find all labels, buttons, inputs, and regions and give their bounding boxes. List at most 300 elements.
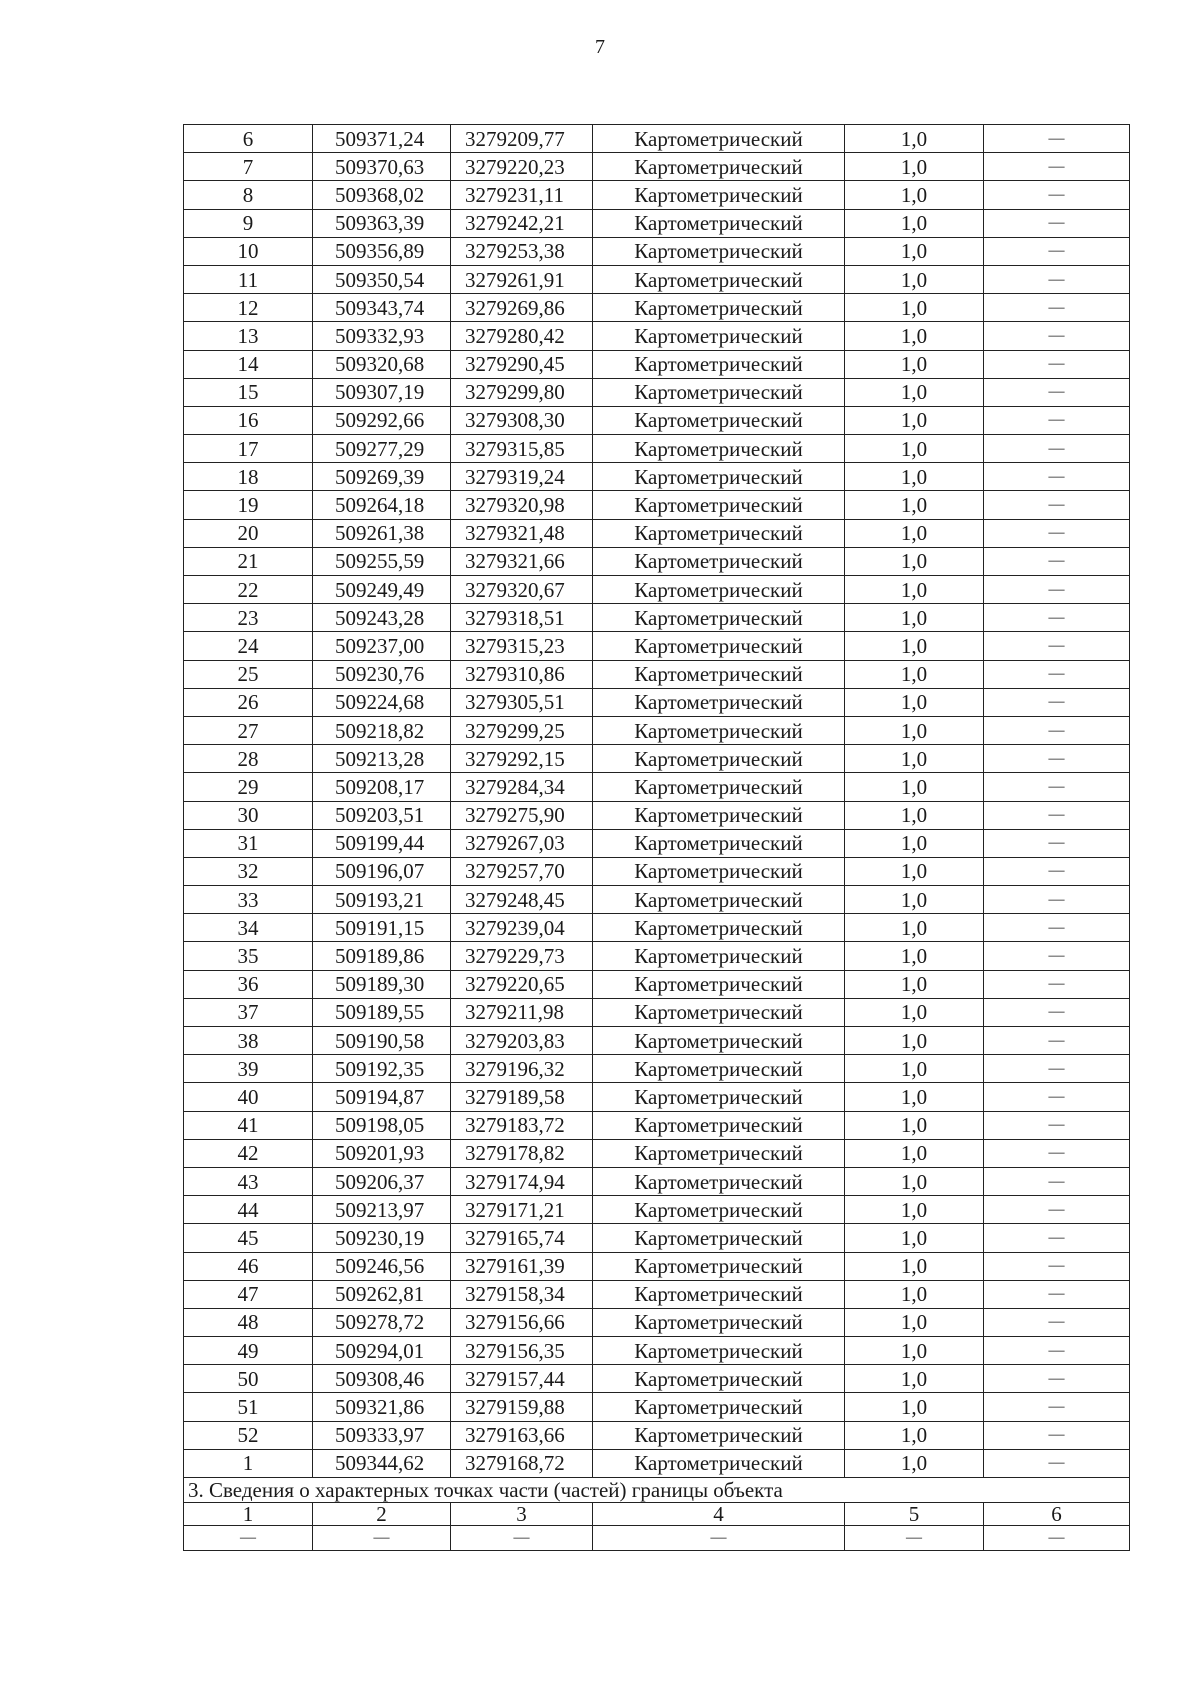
coordinate-y: 3279284,34 [451, 773, 593, 801]
accuracy-value: 1,0 [845, 1365, 984, 1393]
table-row [184, 350, 1130, 378]
determination-method: Картометрический [593, 1111, 845, 1139]
note-cell: — [984, 660, 1130, 688]
table-row [184, 1337, 1130, 1365]
note-cell: — [984, 463, 1130, 491]
point-number: 15 [184, 378, 313, 406]
empty-cell: — [313, 1526, 451, 1551]
coordinate-y: 3279308,30 [451, 406, 593, 434]
table-row [184, 237, 1130, 265]
note-cell: — [984, 1224, 1130, 1252]
accuracy-value: 1,0 [845, 435, 984, 463]
determination-method: Картометрический [593, 547, 845, 575]
coordinate-y: 3279189,58 [451, 1083, 593, 1111]
accuracy-value: 1,0 [845, 1224, 984, 1252]
determination-method: Картометрический [593, 576, 845, 604]
coordinate-x: 509368,02 [313, 181, 451, 209]
table-row [184, 716, 1130, 744]
table-row [184, 914, 1130, 942]
accuracy-value: 1,0 [845, 857, 984, 885]
point-number: 22 [184, 576, 313, 604]
coordinate-y: 3279163,66 [451, 1421, 593, 1449]
boundary-points-body [184, 125, 1130, 1478]
coordinate-y: 3279299,80 [451, 378, 593, 406]
note-cell: — [984, 435, 1130, 463]
coordinate-y: 3279156,35 [451, 1337, 593, 1365]
point-number: 6 [184, 125, 313, 153]
determination-method: Картометрический [593, 857, 845, 885]
coordinate-y: 3279183,72 [451, 1111, 593, 1139]
coordinate-y: 3279220,23 [451, 153, 593, 181]
determination-method: Картометрический [593, 801, 845, 829]
accuracy-value: 1,0 [845, 406, 984, 434]
coordinate-y: 3279220,65 [451, 970, 593, 998]
column-number-4: 4 [593, 1503, 845, 1526]
coordinate-x: 509189,86 [313, 942, 451, 970]
empty-cell: — [184, 1526, 313, 1551]
coordinate-x: 509269,39 [313, 463, 451, 491]
table-row [184, 463, 1130, 491]
coordinate-y: 3279239,04 [451, 914, 593, 942]
coordinate-y: 3279159,88 [451, 1393, 593, 1421]
empty-cell: — [984, 1526, 1130, 1551]
coordinate-x: 509277,29 [313, 435, 451, 463]
coordinate-y: 3279253,38 [451, 237, 593, 265]
note-cell: — [984, 209, 1130, 237]
coordinate-x: 509189,55 [313, 998, 451, 1026]
note-cell: — [984, 1252, 1130, 1280]
note-cell: — [984, 998, 1130, 1026]
coordinate-y: 3279318,51 [451, 604, 593, 632]
table-row [184, 576, 1130, 604]
coordinate-x: 509350,54 [313, 265, 451, 293]
accuracy-value: 1,0 [845, 1111, 984, 1139]
point-number: 51 [184, 1393, 313, 1421]
coordinate-x: 509213,28 [313, 745, 451, 773]
coordinate-x: 509243,28 [313, 604, 451, 632]
column-number-3: 3 [451, 1503, 593, 1526]
coordinate-x: 509308,46 [313, 1365, 451, 1393]
note-cell: — [984, 1393, 1130, 1421]
coordinate-x: 509294,01 [313, 1337, 451, 1365]
coordinate-y: 3279320,98 [451, 491, 593, 519]
table-row [184, 1449, 1130, 1477]
coordinate-x: 509203,51 [313, 801, 451, 829]
accuracy-value: 1,0 [845, 322, 984, 350]
coordinate-x: 509321,86 [313, 1393, 451, 1421]
accuracy-value: 1,0 [845, 350, 984, 378]
coordinate-x: 509199,44 [313, 829, 451, 857]
accuracy-value: 1,0 [845, 773, 984, 801]
accuracy-value: 1,0 [845, 660, 984, 688]
coordinate-y: 3279321,66 [451, 547, 593, 575]
note-cell: — [984, 1111, 1130, 1139]
determination-method: Картометрический [593, 209, 845, 237]
determination-method: Картометрический [593, 829, 845, 857]
note-cell: — [984, 576, 1130, 604]
determination-method: Картометрический [593, 294, 845, 322]
table-row [184, 660, 1130, 688]
coordinate-x: 509307,19 [313, 378, 451, 406]
coordinate-y: 3279290,45 [451, 350, 593, 378]
point-number: 34 [184, 914, 313, 942]
determination-method: Картометрический [593, 1196, 845, 1224]
table-row [184, 265, 1130, 293]
point-number: 42 [184, 1139, 313, 1167]
coordinate-x: 509246,56 [313, 1252, 451, 1280]
point-number: 1 [184, 1449, 313, 1477]
determination-method: Картометрический [593, 1139, 845, 1167]
note-cell: — [984, 632, 1130, 660]
coordinate-x: 509218,82 [313, 716, 451, 744]
point-number: 38 [184, 1027, 313, 1055]
coordinate-y: 3279209,77 [451, 125, 593, 153]
table-row [184, 998, 1130, 1026]
coordinate-x: 509192,35 [313, 1055, 451, 1083]
point-number: 39 [184, 1055, 313, 1083]
accuracy-value: 1,0 [845, 688, 984, 716]
coordinate-y: 3279319,24 [451, 463, 593, 491]
determination-method: Картометрический [593, 1083, 845, 1111]
point-number: 12 [184, 294, 313, 322]
determination-method: Картометрический [593, 1449, 845, 1477]
coordinate-x: 509356,89 [313, 237, 451, 265]
accuracy-value: 1,0 [845, 181, 984, 209]
determination-method: Картометрический [593, 716, 845, 744]
note-cell: — [984, 1055, 1130, 1083]
determination-method: Картометрический [593, 1280, 845, 1308]
table-row [184, 547, 1130, 575]
coordinate-y: 3279156,66 [451, 1308, 593, 1336]
coordinate-y: 3279275,90 [451, 801, 593, 829]
accuracy-value: 1,0 [845, 294, 984, 322]
table-row [184, 857, 1130, 885]
point-number: 33 [184, 886, 313, 914]
point-number: 49 [184, 1337, 313, 1365]
coordinate-y: 3279211,98 [451, 998, 593, 1026]
coordinate-y: 3279165,74 [451, 1224, 593, 1252]
note-cell: — [984, 886, 1130, 914]
accuracy-value: 1,0 [845, 125, 984, 153]
table-row [184, 519, 1130, 547]
coordinate-y: 3279269,86 [451, 294, 593, 322]
table-row [184, 801, 1130, 829]
coordinate-y: 3279305,51 [451, 688, 593, 716]
coordinate-x: 509370,63 [313, 153, 451, 181]
table-row [184, 491, 1130, 519]
note-cell: — [984, 745, 1130, 773]
note-cell: — [984, 829, 1130, 857]
coordinate-x: 509196,07 [313, 857, 451, 885]
accuracy-value: 1,0 [845, 745, 984, 773]
point-number: 41 [184, 1111, 313, 1139]
determination-method: Картометрический [593, 688, 845, 716]
coordinate-x: 509237,00 [313, 632, 451, 660]
accuracy-value: 1,0 [845, 942, 984, 970]
point-number: 25 [184, 660, 313, 688]
table-row [184, 1111, 1130, 1139]
point-number: 37 [184, 998, 313, 1026]
coordinate-y: 3279315,85 [451, 435, 593, 463]
coordinate-x: 509264,18 [313, 491, 451, 519]
column-number-6: 6 [984, 1503, 1130, 1526]
accuracy-value: 1,0 [845, 1083, 984, 1111]
coordinate-y: 3279157,44 [451, 1365, 593, 1393]
determination-method: Картометрический [593, 1027, 845, 1055]
determination-method: Картометрический [593, 773, 845, 801]
determination-method: Картометрический [593, 745, 845, 773]
determination-method: Картометрический [593, 519, 845, 547]
coordinate-x: 509194,87 [313, 1083, 451, 1111]
table-row [184, 1421, 1130, 1449]
determination-method: Картометрический [593, 435, 845, 463]
coordinate-y: 3279161,39 [451, 1252, 593, 1280]
point-number: 20 [184, 519, 313, 547]
coordinate-y: 3279310,86 [451, 660, 593, 688]
determination-method: Картометрический [593, 237, 845, 265]
table-row [184, 125, 1130, 153]
coordinate-x: 509278,72 [313, 1308, 451, 1336]
table-row [184, 294, 1130, 322]
coordinate-y: 3279168,72 [451, 1449, 593, 1477]
determination-method: Картометрический [593, 1308, 845, 1336]
point-number: 23 [184, 604, 313, 632]
boundary-points-table [183, 124, 1130, 1551]
accuracy-value: 1,0 [845, 547, 984, 575]
accuracy-value: 1,0 [845, 970, 984, 998]
accuracy-value: 1,0 [845, 153, 984, 181]
point-number: 27 [184, 716, 313, 744]
coordinate-y: 3279248,45 [451, 886, 593, 914]
coordinate-x: 509363,39 [313, 209, 451, 237]
determination-method: Картометрический [593, 970, 845, 998]
coordinate-y: 3279174,94 [451, 1167, 593, 1195]
note-cell: — [984, 125, 1130, 153]
point-number: 13 [184, 322, 313, 350]
table-row [184, 1055, 1130, 1083]
table-row [184, 322, 1130, 350]
point-number: 24 [184, 632, 313, 660]
determination-method: Картометрический [593, 378, 845, 406]
note-cell: — [984, 1139, 1130, 1167]
coordinate-x: 509201,93 [313, 1139, 451, 1167]
point-number: 48 [184, 1308, 313, 1336]
determination-method: Картометрический [593, 406, 845, 434]
coordinate-y: 3279231,11 [451, 181, 593, 209]
coordinate-y: 3279320,67 [451, 576, 593, 604]
table-row [184, 1139, 1130, 1167]
table-row [184, 688, 1130, 716]
note-cell: — [984, 1280, 1130, 1308]
empty-cell: — [845, 1526, 984, 1551]
determination-method: Картометрический [593, 1393, 845, 1421]
point-number: 46 [184, 1252, 313, 1280]
determination-method: Картометрический [593, 886, 845, 914]
accuracy-value: 1,0 [845, 886, 984, 914]
note-cell: — [984, 519, 1130, 547]
point-number: 52 [184, 1421, 313, 1449]
coordinate-x: 509193,21 [313, 886, 451, 914]
coordinate-y: 3279242,21 [451, 209, 593, 237]
coordinate-x: 509208,17 [313, 773, 451, 801]
column-number-1: 1 [184, 1503, 313, 1526]
point-number: 11 [184, 265, 313, 293]
table-row [184, 406, 1130, 434]
accuracy-value: 1,0 [845, 1055, 984, 1083]
note-cell: — [984, 688, 1130, 716]
accuracy-value: 1,0 [845, 801, 984, 829]
page-number: 7 [595, 36, 605, 58]
note-cell: — [984, 181, 1130, 209]
accuracy-value: 1,0 [845, 463, 984, 491]
table-row [184, 1280, 1130, 1308]
accuracy-value: 1,0 [845, 1280, 984, 1308]
determination-method: Картометрический [593, 350, 845, 378]
point-number: 47 [184, 1280, 313, 1308]
accuracy-value: 1,0 [845, 576, 984, 604]
note-cell: — [984, 322, 1130, 350]
point-number: 29 [184, 773, 313, 801]
accuracy-value: 1,0 [845, 914, 984, 942]
coordinate-x: 509262,81 [313, 1280, 451, 1308]
determination-method: Картометрический [593, 1421, 845, 1449]
point-number: 31 [184, 829, 313, 857]
coordinate-y: 3279158,34 [451, 1280, 593, 1308]
table-row [184, 209, 1130, 237]
determination-method: Картометрический [593, 942, 845, 970]
determination-method: Картометрический [593, 181, 845, 209]
coordinate-x: 509333,97 [313, 1421, 451, 1449]
coordinate-x: 509224,68 [313, 688, 451, 716]
table-row [184, 745, 1130, 773]
table-row [184, 181, 1130, 209]
determination-method: Картометрический [593, 1167, 845, 1195]
coordinate-y: 3279196,32 [451, 1055, 593, 1083]
determination-method: Картометрический [593, 153, 845, 181]
table-row [184, 435, 1130, 463]
note-cell: — [984, 716, 1130, 744]
accuracy-value: 1,0 [845, 1308, 984, 1336]
determination-method: Картометрический [593, 322, 845, 350]
coordinate-y: 3279178,82 [451, 1139, 593, 1167]
accuracy-value: 1,0 [845, 378, 984, 406]
table-row [184, 773, 1130, 801]
table-row [184, 1252, 1130, 1280]
table-row [184, 942, 1130, 970]
point-number: 9 [184, 209, 313, 237]
accuracy-value: 1,0 [845, 632, 984, 660]
point-number: 43 [184, 1167, 313, 1195]
table-row [184, 1393, 1130, 1421]
point-number: 16 [184, 406, 313, 434]
note-cell: — [984, 1027, 1130, 1055]
column-number-5: 5 [845, 1503, 984, 1526]
table-row [184, 829, 1130, 857]
coordinate-x: 509320,68 [313, 350, 451, 378]
accuracy-value: 1,0 [845, 716, 984, 744]
determination-method: Картометрический [593, 632, 845, 660]
point-number: 35 [184, 942, 313, 970]
coordinate-x: 509190,58 [313, 1027, 451, 1055]
determination-method: Картометрический [593, 914, 845, 942]
determination-method: Картометрический [593, 1252, 845, 1280]
table-row [184, 1196, 1130, 1224]
note-cell: — [984, 914, 1130, 942]
determination-method: Картометрический [593, 660, 845, 688]
coordinate-x: 509261,38 [313, 519, 451, 547]
table-row [184, 1224, 1130, 1252]
note-cell: — [984, 294, 1130, 322]
coordinate-y: 3279257,70 [451, 857, 593, 885]
section-3-title-row [184, 1478, 1130, 1503]
coordinate-y: 3279203,83 [451, 1027, 593, 1055]
accuracy-value: 1,0 [845, 829, 984, 857]
coordinate-x: 509191,15 [313, 914, 451, 942]
accuracy-value: 1,0 [845, 491, 984, 519]
determination-method: Картометрический [593, 491, 845, 519]
accuracy-value: 1,0 [845, 1337, 984, 1365]
point-number: 28 [184, 745, 313, 773]
determination-method: Картометрический [593, 604, 845, 632]
determination-method: Картометрический [593, 1365, 845, 1393]
coordinate-y: 3279292,15 [451, 745, 593, 773]
table-row [184, 1167, 1130, 1195]
accuracy-value: 1,0 [845, 604, 984, 632]
accuracy-value: 1,0 [845, 1167, 984, 1195]
point-number: 32 [184, 857, 313, 885]
note-cell: — [984, 406, 1130, 434]
coordinate-x: 509332,93 [313, 322, 451, 350]
coordinate-y: 3279321,48 [451, 519, 593, 547]
accuracy-value: 1,0 [845, 265, 984, 293]
note-cell: — [984, 1365, 1130, 1393]
determination-method: Картометрический [593, 265, 845, 293]
note-cell: — [984, 1308, 1130, 1336]
note-cell: — [984, 491, 1130, 519]
section-3-header-row [184, 1503, 1130, 1526]
note-cell: — [984, 1449, 1130, 1477]
determination-method: Картометрический [593, 1055, 845, 1083]
table-row [184, 970, 1130, 998]
coordinate-x: 509255,59 [313, 547, 451, 575]
determination-method: Картометрический [593, 463, 845, 491]
point-number: 21 [184, 547, 313, 575]
coordinate-x: 509249,49 [313, 576, 451, 604]
note-cell: — [984, 547, 1130, 575]
point-number: 8 [184, 181, 313, 209]
coordinate-x: 509230,19 [313, 1224, 451, 1252]
note-cell: — [984, 153, 1130, 181]
accuracy-value: 1,0 [845, 1139, 984, 1167]
coordinate-y: 3279171,21 [451, 1196, 593, 1224]
section-3-title: 3. Сведения о характерных точках части (частей) границы объекта [184, 1478, 1130, 1503]
table-row [184, 632, 1130, 660]
coordinate-x: 509230,76 [313, 660, 451, 688]
coordinate-x: 509343,74 [313, 294, 451, 322]
note-cell: — [984, 237, 1130, 265]
accuracy-value: 1,0 [845, 1393, 984, 1421]
note-cell: — [984, 350, 1130, 378]
point-number: 30 [184, 801, 313, 829]
note-cell: — [984, 857, 1130, 885]
coordinate-y: 3279261,91 [451, 265, 593, 293]
note-cell: — [984, 1421, 1130, 1449]
point-number: 26 [184, 688, 313, 716]
point-number: 17 [184, 435, 313, 463]
point-number: 10 [184, 237, 313, 265]
table-row [184, 1365, 1130, 1393]
table-row [184, 1308, 1130, 1336]
